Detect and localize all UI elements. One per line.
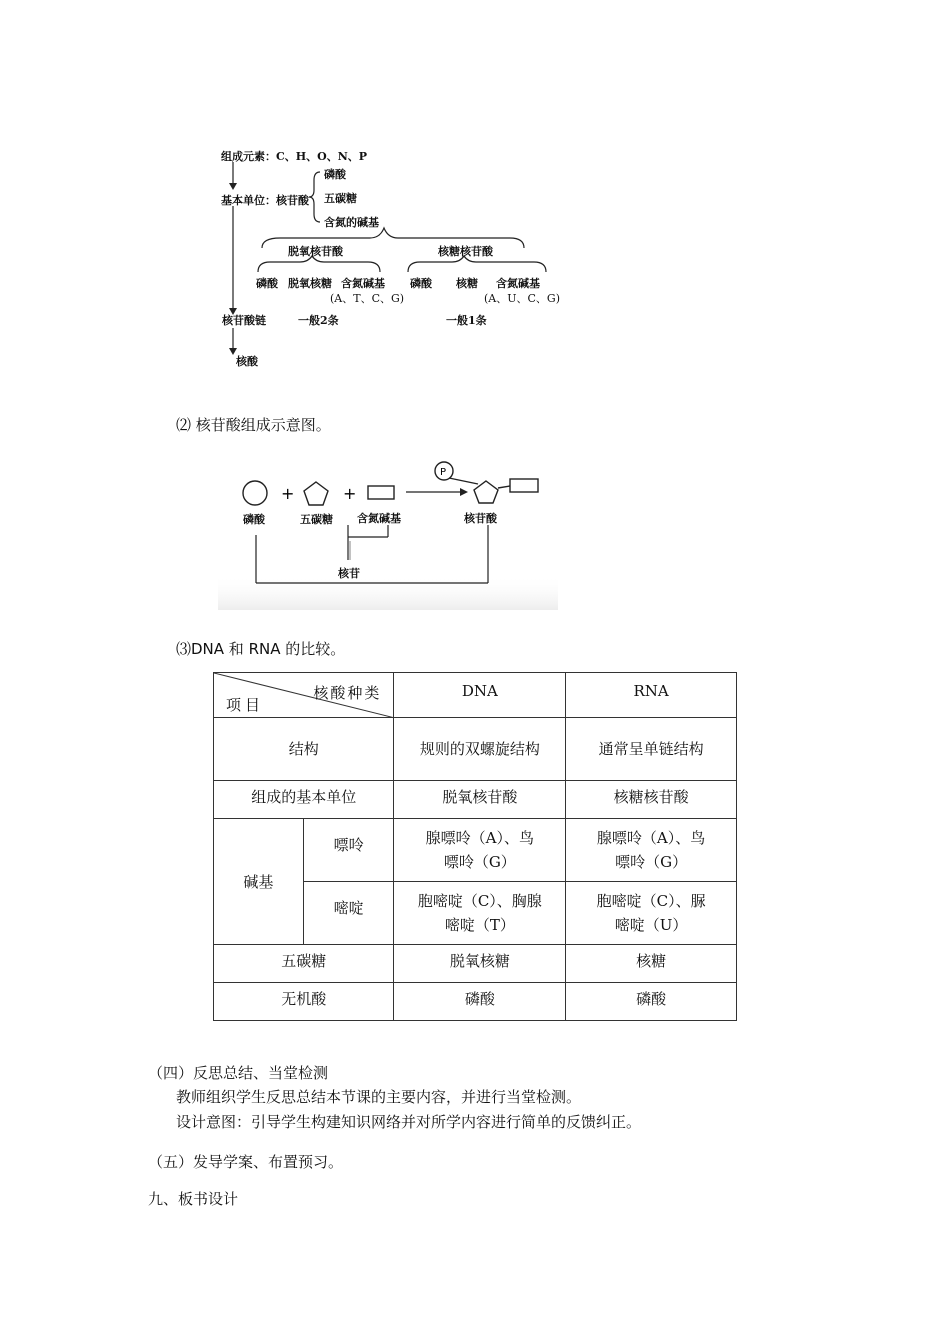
table-row bbox=[214, 945, 737, 983]
chain-ribo-count: 一般1条 bbox=[446, 314, 487, 327]
row-label-sugar: 五碳糖 bbox=[214, 945, 394, 983]
part-phosphate: 磷酸 bbox=[324, 168, 346, 181]
elements-line: 组成元素：C、H、O、N、P bbox=[221, 150, 368, 163]
caption-nucleotide-diagram: ⑵ 核苷酸组成示意图。 bbox=[176, 416, 331, 434]
rna-pyrimidine: 胞嘧啶（C）、脲嘧啶（U） bbox=[566, 882, 737, 945]
dna-rna-comparison-table bbox=[213, 672, 737, 1021]
part-base: 含氮的碱基 bbox=[324, 216, 379, 229]
section9-heading: 九、板书设计 bbox=[148, 1190, 239, 1208]
row-label-acid: 无机酸 bbox=[214, 983, 394, 1021]
row-label-structure: 结构 bbox=[214, 718, 394, 781]
section4-heading: （四）反思总结、当堂检测 bbox=[148, 1064, 329, 1082]
nucleotide-shapes bbox=[218, 455, 558, 610]
row-label-purine: 嘌呤 bbox=[303, 819, 394, 882]
table-row bbox=[214, 983, 737, 1021]
deoxy-phosphate: 磷酸 bbox=[256, 277, 278, 290]
rna-acid: 磷酸 bbox=[566, 983, 737, 1021]
chain-label: 核苷酸链 bbox=[222, 314, 266, 327]
nucleotide-base-rectangle bbox=[510, 479, 538, 492]
p-symbol: P bbox=[440, 467, 447, 478]
type-deoxy: 脱氧核苷酸 bbox=[288, 245, 343, 258]
row-label-unit: 组成的基本单位 bbox=[214, 781, 394, 819]
table-row bbox=[214, 718, 737, 781]
label-base: 含氮碱基 bbox=[357, 512, 401, 525]
dna-pyrimidine: 胞嘧啶（C）、胸腺嘧啶（T） bbox=[394, 882, 566, 945]
unit-label: 基本单位：核苷酸 bbox=[221, 194, 309, 207]
label-nucleoside: 核苷 bbox=[338, 567, 360, 580]
deoxy-sugar: 脱氧核糖 bbox=[288, 277, 332, 290]
header-diagonal-cell bbox=[214, 673, 394, 718]
label-pentose: 五碳糖 bbox=[300, 513, 333, 526]
section4-line1: 教师组织学生反思总结本节课的主要内容，并进行当堂检测。 bbox=[176, 1088, 582, 1106]
table-row bbox=[214, 781, 737, 819]
caption-dna-rna-comparison: ⑶DNA 和 RNA 的比较。 bbox=[176, 640, 346, 658]
rna-structure: 通常呈单链结构 bbox=[566, 718, 737, 781]
final-nucleic-acid: 核酸 bbox=[236, 355, 258, 368]
type-ribo: 核糖核苷酸 bbox=[438, 245, 493, 258]
header-bottom-label: 项目 bbox=[226, 696, 265, 714]
section4-line2: 设计意图：引导学生构建知识网络并对所学内容进行简单的反馈纠正。 bbox=[176, 1113, 642, 1131]
row-label-pyrimidine: 嘧啶 bbox=[303, 882, 394, 945]
ribo-base: 含氮碱基 bbox=[496, 277, 540, 290]
pentose-pentagon bbox=[304, 482, 328, 505]
header-top-label: 核酸种类 bbox=[313, 684, 382, 702]
rna-unit: 核糖核苷酸 bbox=[566, 781, 737, 819]
header-rna: RNA bbox=[566, 673, 737, 718]
label-nucleotide: 核苷酸 bbox=[464, 512, 497, 525]
rna-sugar: 核糖 bbox=[566, 945, 737, 983]
plus-sign-1: + bbox=[281, 484, 295, 503]
deoxy-base: 含氮碱基 bbox=[341, 277, 385, 290]
hierarchy-lines bbox=[0, 0, 950, 400]
phosphate-circle bbox=[243, 481, 267, 505]
rna-purine: 腺嘌呤（A）、鸟嘌呤（G） bbox=[566, 819, 737, 882]
dna-unit: 脱氧核苷酸 bbox=[394, 781, 566, 819]
table-row bbox=[214, 819, 737, 882]
base-rectangle bbox=[368, 486, 394, 499]
label-phosphate: 磷酸 bbox=[243, 513, 265, 526]
header-dna: DNA bbox=[394, 673, 566, 718]
row-label-base: 碱基 bbox=[214, 819, 304, 945]
plus-sign-2: + bbox=[343, 484, 357, 503]
section5-heading: （五）发导学案、布置预习。 bbox=[148, 1153, 344, 1171]
ribo-bases: (A、U、C、G) bbox=[484, 292, 561, 305]
deoxy-bases: (A、T、C、G) bbox=[330, 292, 405, 305]
ribo-phosphate: 磷酸 bbox=[410, 277, 432, 290]
dna-structure: 规则的双螺旋结构 bbox=[394, 718, 566, 781]
dna-acid: 磷酸 bbox=[394, 983, 566, 1021]
part-pentose: 五碳糖 bbox=[324, 192, 357, 205]
chain-deoxy-count: 一般2条 bbox=[298, 314, 339, 327]
table-header-row bbox=[214, 673, 737, 718]
dna-sugar: 脱氧核糖 bbox=[394, 945, 566, 983]
ribo-sugar: 核糖 bbox=[456, 277, 478, 290]
dna-purine: 腺嘌呤（A）、鸟嘌呤（G） bbox=[394, 819, 566, 882]
